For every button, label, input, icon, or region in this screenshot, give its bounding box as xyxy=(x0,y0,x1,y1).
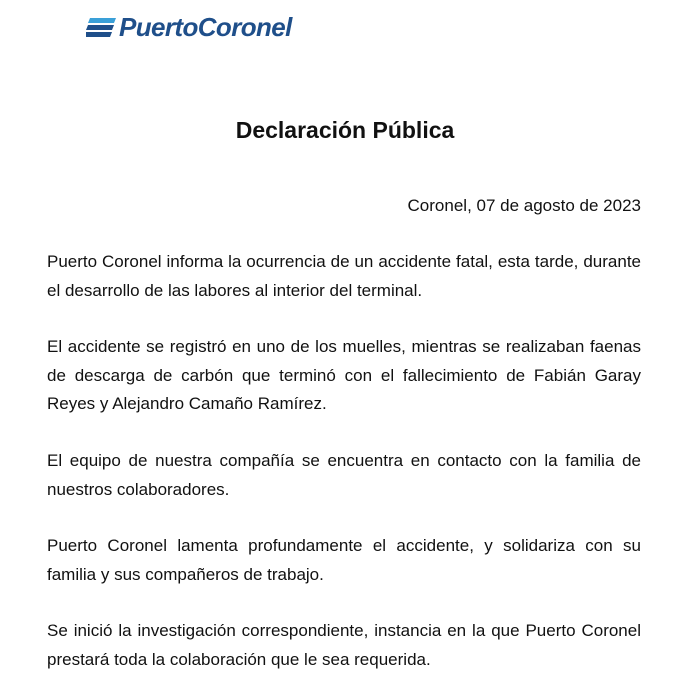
paragraph: El accidente se registró en uno de los muelles, mientras se realizaban faenas de descarga de carbón que terminó con el fallecimiento de Fabián Garay Reyes y Alejandro Camaño Ramírez. xyxy=(47,337,641,413)
company-logo xyxy=(86,10,292,44)
document-title: Declaración Pública xyxy=(235,117,455,143)
paragraph: Se inició la investigación correspondiente, instancia en la que Puerto Coronel prestará toda la colaboración que le sea requerida. xyxy=(47,621,641,669)
date-line: Coronel, 07 de agosto de 2023 xyxy=(407,196,641,215)
paragraph: El equipo de nuestra compañía se encuentra en contacto con la familia de nuestros colaboradores. xyxy=(47,451,641,499)
logo-text: PuertoCoronel xyxy=(119,12,292,42)
wave-stripes-icon xyxy=(86,14,116,40)
paragraph: Puerto Coronel lamenta profundamente el accidente, y solidariza con su familia y sus compañeros de trabajo. xyxy=(47,536,641,584)
paragraph: Puerto Coronel informa la ocurrencia de un accidente fatal, esta tarde, durante el desarrollo de las labores al interior del terminal. xyxy=(47,252,641,300)
